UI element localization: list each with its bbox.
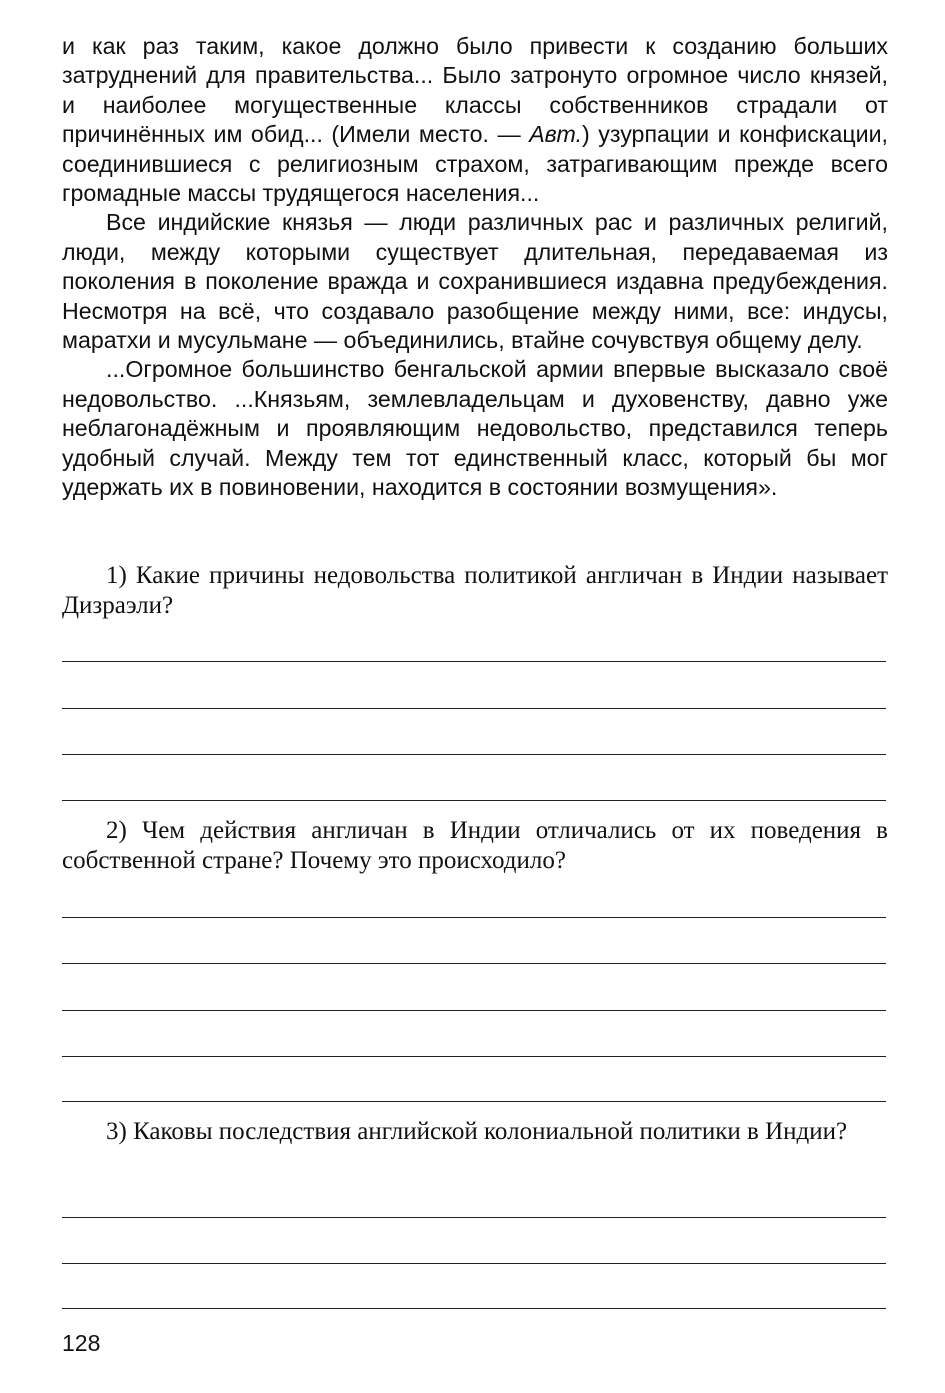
answer-line-q2-5[interactable] bbox=[62, 1101, 886, 1102]
source-passage bbox=[62, 32, 888, 503]
answer-line-q1-2[interactable] bbox=[62, 708, 886, 709]
passage-paragraph-1 bbox=[62, 32, 888, 208]
answer-line-q2-2[interactable] bbox=[62, 963, 886, 964]
author-note: Авт. bbox=[529, 121, 583, 148]
passage-text: и как раз таким, какое должно было привести к созданию больших затруднений для правительства... Было затронуто огромное число князей, и наиболее могущественные классы собственников страдали от причинённых им обид... (Имели место. bbox=[62, 33, 888, 148]
answer-line-q2-1[interactable] bbox=[62, 917, 886, 918]
answer-line-q1-4[interactable] bbox=[62, 800, 886, 801]
question-1: 1) Какие причины недовольства политикой англичан в Индии называет Дизраэли? bbox=[62, 562, 888, 619]
answer-line-q3-2[interactable] bbox=[62, 1263, 886, 1264]
answer-line-q1-3[interactable] bbox=[62, 754, 886, 755]
passage-text-continued: ) узурпации и конфискации, соединившиеся с религиозным страхом, затрагивающим прежде всего громадные массы трудящегося населения... bbox=[62, 121, 888, 207]
passage-paragraph-3: ...Огромное большинство бенгальской армии впервые высказало своё недовольство. ...Князьям, землевладельцам и духовенству, давно уже неблагонадёжным и проявляющим недовольство, представился теперь удобный случай. Между тем тот единственный класс, который бы мог удержать их в повиновении, находится в состоянии возмущения». bbox=[62, 356, 888, 501]
answer-line-q3-1[interactable] bbox=[62, 1217, 886, 1218]
question-2: 2) Чем действия англичан в Индии отличались от их поведения в собственной стране? Почему это происходило? bbox=[62, 817, 888, 874]
question-3: 3) Каковы последствия английской колониальной политики в Индии? bbox=[106, 1118, 848, 1145]
passage-dash: — bbox=[489, 121, 530, 148]
answer-line-q1-1[interactable] bbox=[62, 661, 886, 662]
answer-line-q3-3[interactable] bbox=[62, 1308, 886, 1309]
answer-line-q2-3[interactable] bbox=[62, 1010, 886, 1011]
answer-line-q2-4[interactable] bbox=[62, 1056, 886, 1057]
passage-paragraph-2: Все индийские князья — люди различных рас и различных религий, люди, между которыми существует длительная, передаваемая из поколения в поколение вражда и сохранившиеся издавна предубеждения. Несмотря на всё, что создавало разобщение между ними, все: индусы, маратхи и мусульмане — объединились, втайне сочувствуя общему делу. bbox=[62, 209, 888, 354]
page-number: 128 bbox=[62, 1330, 101, 1356]
